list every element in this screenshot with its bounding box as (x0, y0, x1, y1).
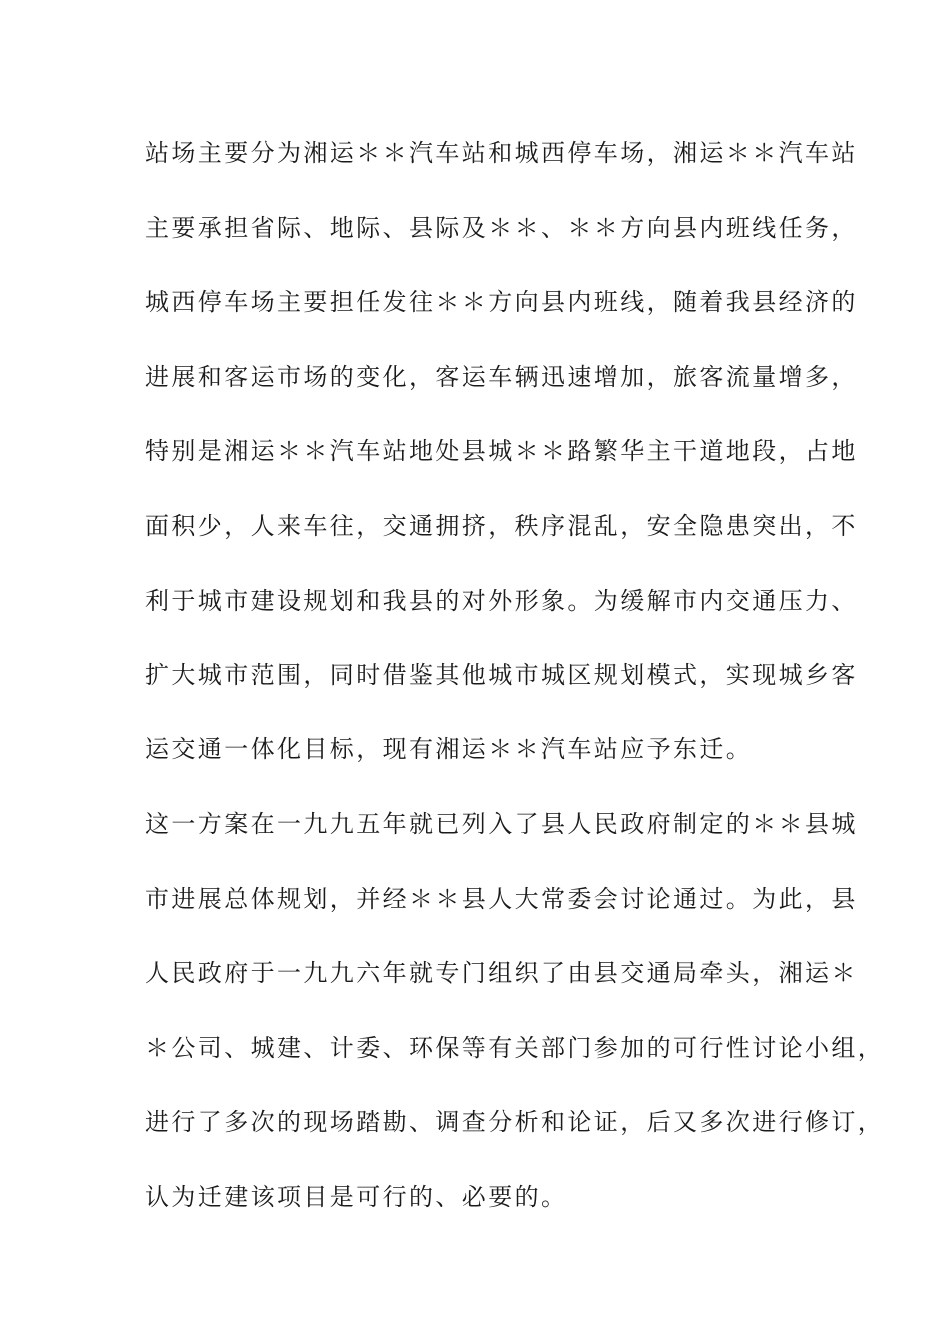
paragraph-1-line-1: 站场主要分为湘运＊＊汽车站和城西停车场，湘运＊＊汽车站 (145, 139, 858, 167)
paragraph-2-line-1: 这一方案在一九九五年就已列入了县人民政府制定的＊＊县城 (145, 810, 858, 838)
paragraph-2-line-2: 市进展总体规划，并经＊＊县人大常委会讨论通过。为此，县 (145, 885, 858, 913)
paragraph-2-line-6: 认为迁建该项目是可行的、必要的。 (145, 1183, 568, 1211)
paragraph-1-line-6: 面积少，人来车往，交通拥挤，秩序混乱，安全隐患突出，不 (145, 512, 858, 540)
paragraph-1-line-9: 运交通一体化目标，现有湘运＊＊汽车站应予东迁。 (145, 735, 753, 763)
paragraph-2-line-5: 进行了多次的现场踏勘、调查分析和论证，后又多次进行修订， (145, 1108, 885, 1136)
paragraph-1-line-7: 利于城市建设规划和我县的对外形象。为缓解市内交通压力、 (145, 587, 858, 615)
paragraph-1-line-2: 主要承担省际、地际、县际及＊＊、＊＊方向县内班线任务， (145, 214, 858, 242)
paragraph-2-line-4: ＊公司、城建、计委、环保等有关部门参加的可行性讨论小组， (145, 1034, 885, 1062)
paragraph-1-line-4: 进展和客运市场的变化，客运车辆迅速增加，旅客流量增多， (145, 363, 858, 391)
paragraph-1-line-5: 特别是湘运＊＊汽车站地处县城＊＊路繁华主干道地段，占地 (145, 437, 858, 465)
paragraph-1-line-3: 城西停车场主要担任发往＊＊方向县内班线，随着我县经济的 (145, 288, 858, 316)
paragraph-1-line-8: 扩大城市范围，同时借鉴其他城市城区规划模式，实现城乡客 (145, 661, 858, 689)
paragraph-2-line-3: 人民政府于一九九六年就专门组织了由县交通局牵头，湘运＊ (145, 959, 858, 987)
